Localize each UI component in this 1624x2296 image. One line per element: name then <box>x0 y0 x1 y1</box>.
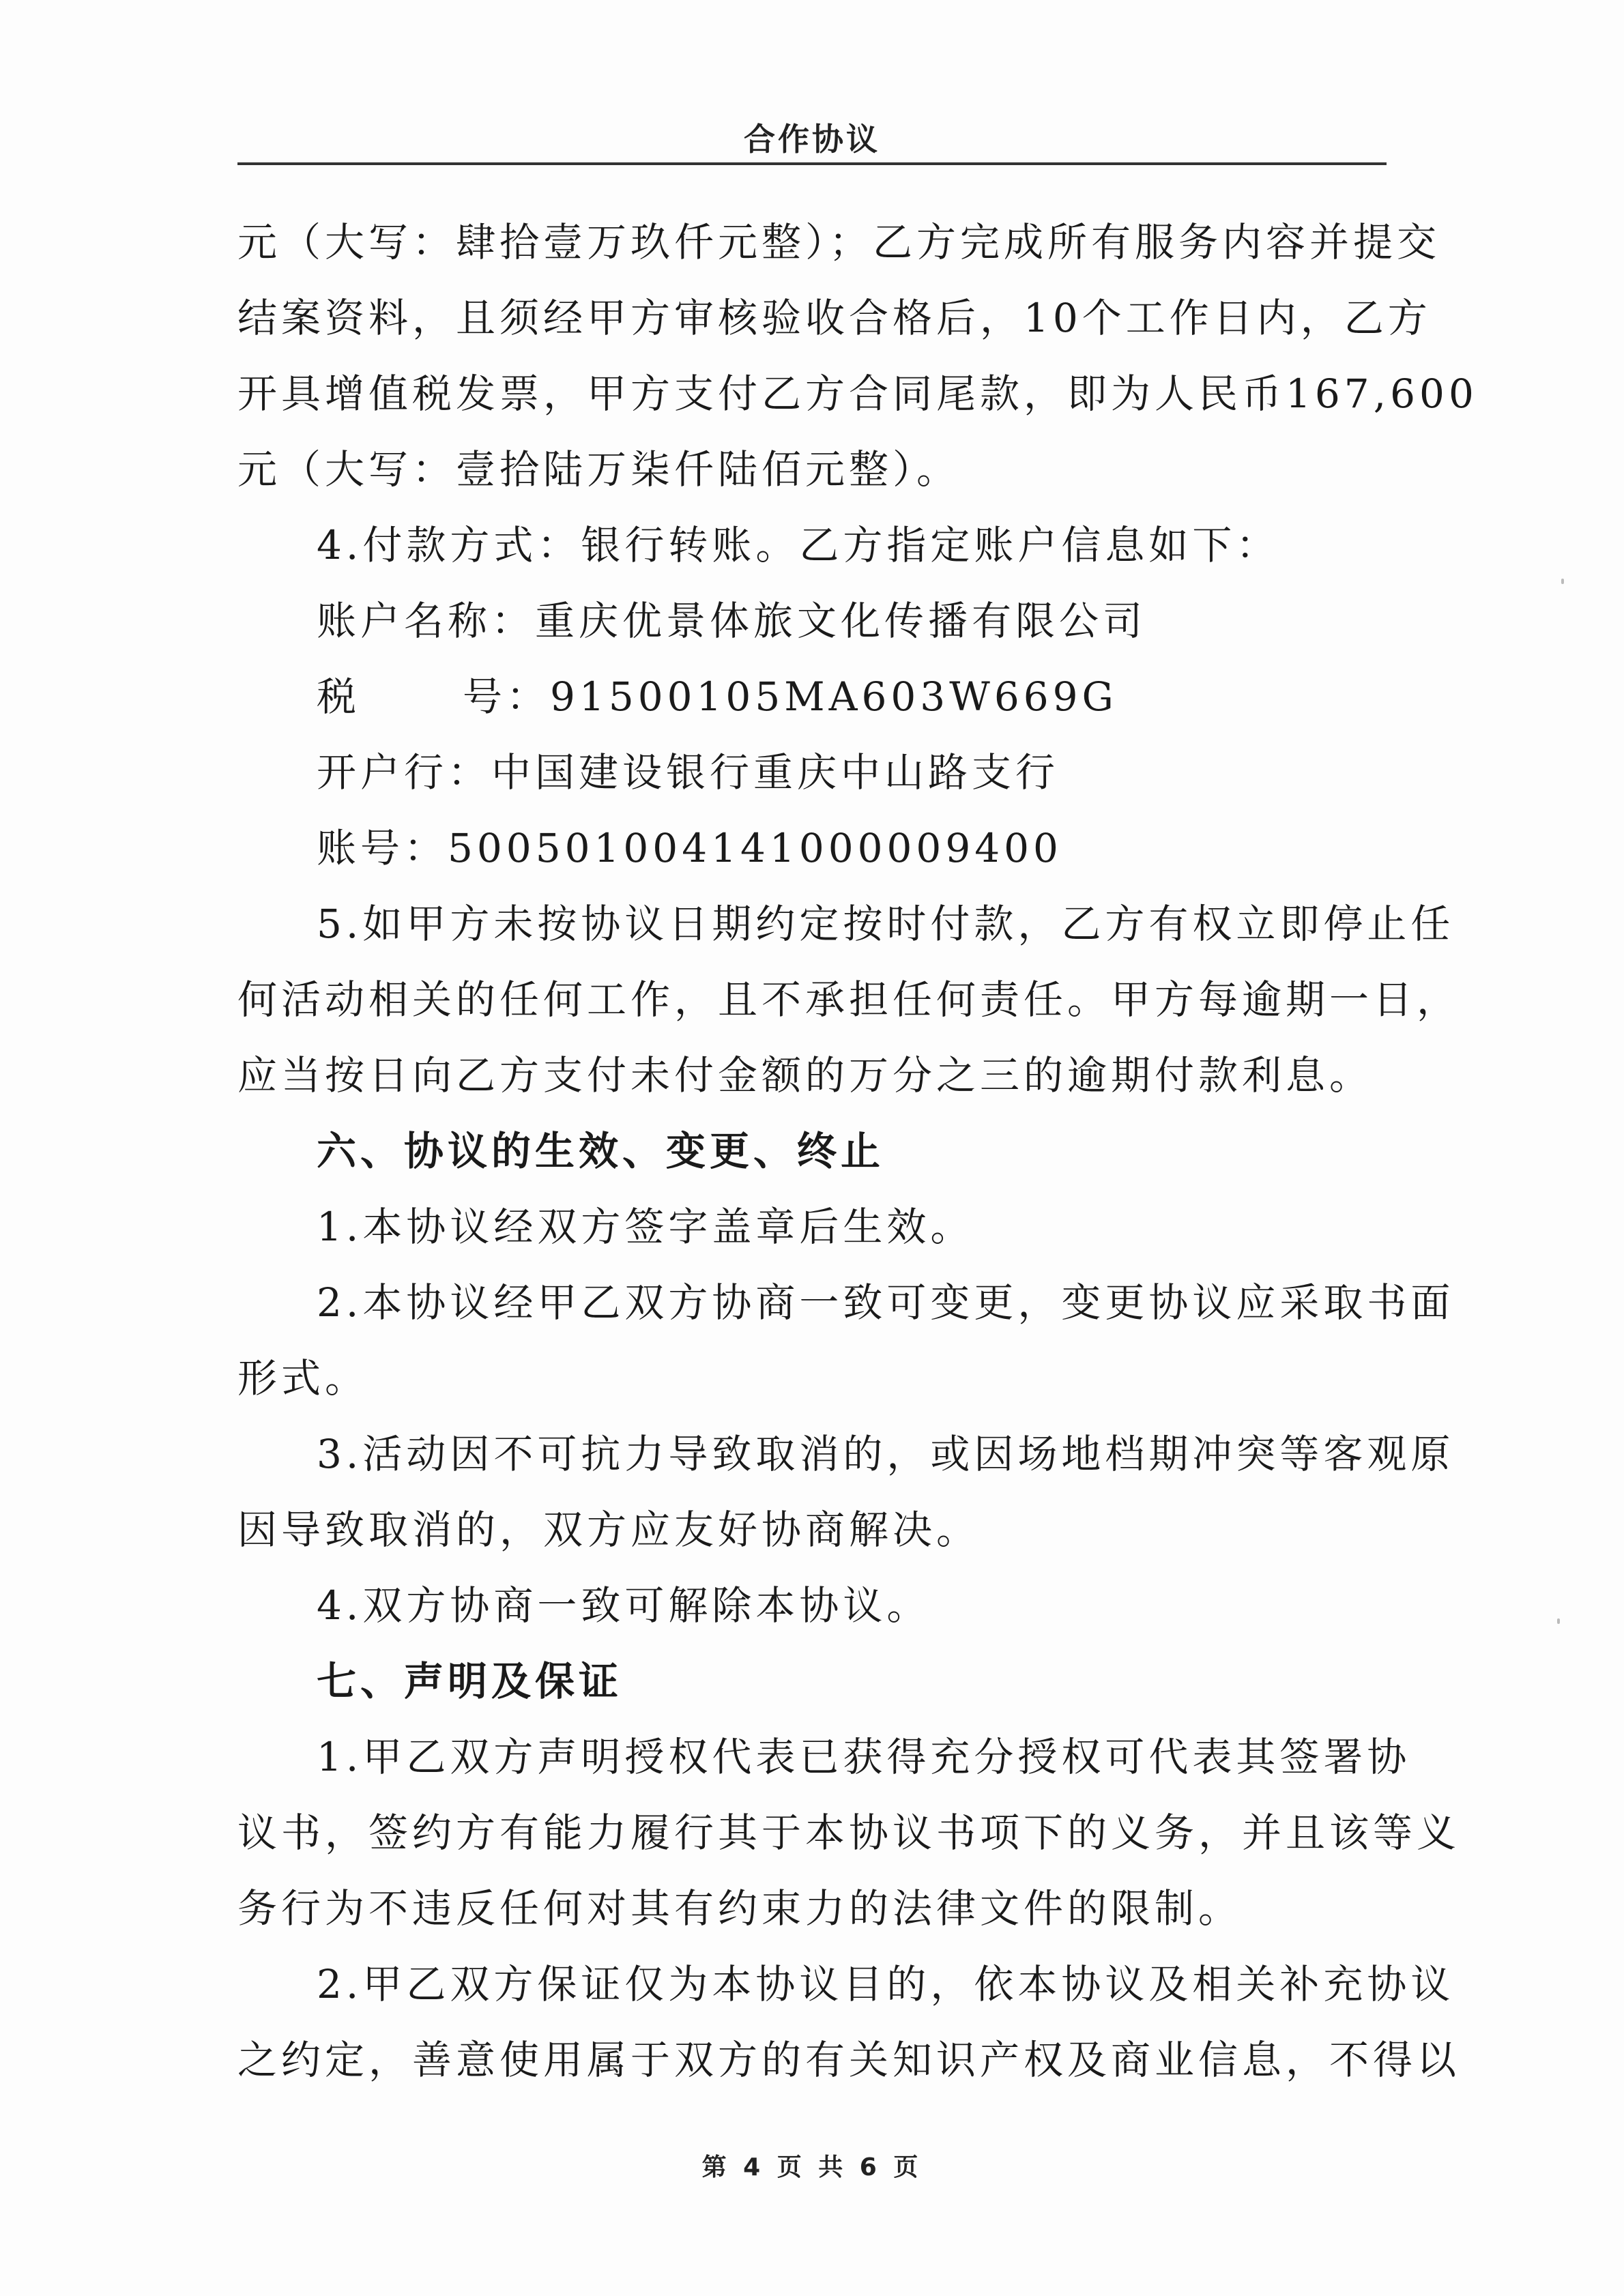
paragraph-line: 开具增值税发票，甲方支付乙方合同尾款，即为人民币167,600 <box>237 370 1478 417</box>
paragraph-line: 之约定，善意使用属于双方的有关知识产权及商业信息，不得以 <box>237 2037 1461 2083</box>
tax-number-line <box>237 659 1387 735</box>
paragraph-line: 何活动相关的任何工作，且不承担任何责任。甲方每逾期一日， <box>237 976 1461 1023</box>
bank-branch-line: 开户行：中国建设银行重庆中山路支行 <box>317 749 1060 796</box>
paragraph-line: 5.如甲方未按协议日期约定按时付款，乙方有权立即停止任 <box>317 901 1455 947</box>
paragraph-line: 形式。 <box>237 1355 369 1401</box>
paragraph-line: 议书，签约方有能力履行其于本协议书项下的义务，并且该等义 <box>237 1810 1461 1856</box>
paragraph-line: 应当按日向乙方支付未付金额的万分之三的逾期付款利息。 <box>237 1052 1374 1099</box>
paragraph-line: 1.甲乙双方声明授权代表已获得充分授权可代表其签署协 <box>317 1734 1411 1780</box>
paragraph-line: 元（大写：肆拾壹万玖仟元整）；乙方完成所有服务内容并提交 <box>237 219 1441 265</box>
paragraph-line: 务行为不违反任何对其有约束力的法律文件的限制。 <box>237 1885 1243 1932</box>
paragraph-line: 因导致取消的，双方应友好协商解决。 <box>237 1507 981 1553</box>
scan-speck <box>1557 1618 1560 1624</box>
paragraph-line: 4.双方协商一致可解除本协议。 <box>317 1582 931 1629</box>
header-divider <box>237 162 1387 165</box>
scan-speck <box>1561 579 1564 584</box>
paragraph-line: 1.本协议经双方签字盖章后生效。 <box>317 1204 974 1250</box>
paragraph-line: 元（大写：壹拾陆万柒仟陆佰元整）。 <box>237 446 961 493</box>
page-header-title: 合作协议 <box>744 121 880 158</box>
account-number-line: 账号：500501004141000009400 <box>317 825 1062 871</box>
paragraph-line: 2.甲乙双方保证仅为本协议目的，依本协议及相关补充协议 <box>317 1961 1455 2007</box>
document-body <box>237 205 1478 2098</box>
section-heading-warranty: 七、声明及保证 <box>317 1658 623 1704</box>
paragraph-line: 2.本协议经甲乙双方协商一致可变更，变更协议应采取书面 <box>317 1279 1455 1326</box>
tax-number-label: 税 <box>317 673 361 720</box>
section-heading-effect: 六、协议的生效、变更、终止 <box>317 1128 885 1174</box>
paragraph-line: 3.活动因不可抗力导致取消的，或因场地档期冲突等客观原 <box>317 1431 1455 1477</box>
paragraph-line: 结案资料，且须经甲方审核验收合格后，10个工作日内，乙方 <box>237 295 1432 341</box>
page-number-footer: 第 4 页 共 6 页 <box>701 2153 923 2181</box>
payment-method-line: 4.付款方式：银行转账。乙方指定账户信息如下： <box>317 522 1280 568</box>
tax-number-value: 号：91500105MA603W669G <box>463 673 1118 720</box>
account-name-line: 账户名称：重庆优景体旅文化传播有限公司 <box>317 598 1147 644</box>
